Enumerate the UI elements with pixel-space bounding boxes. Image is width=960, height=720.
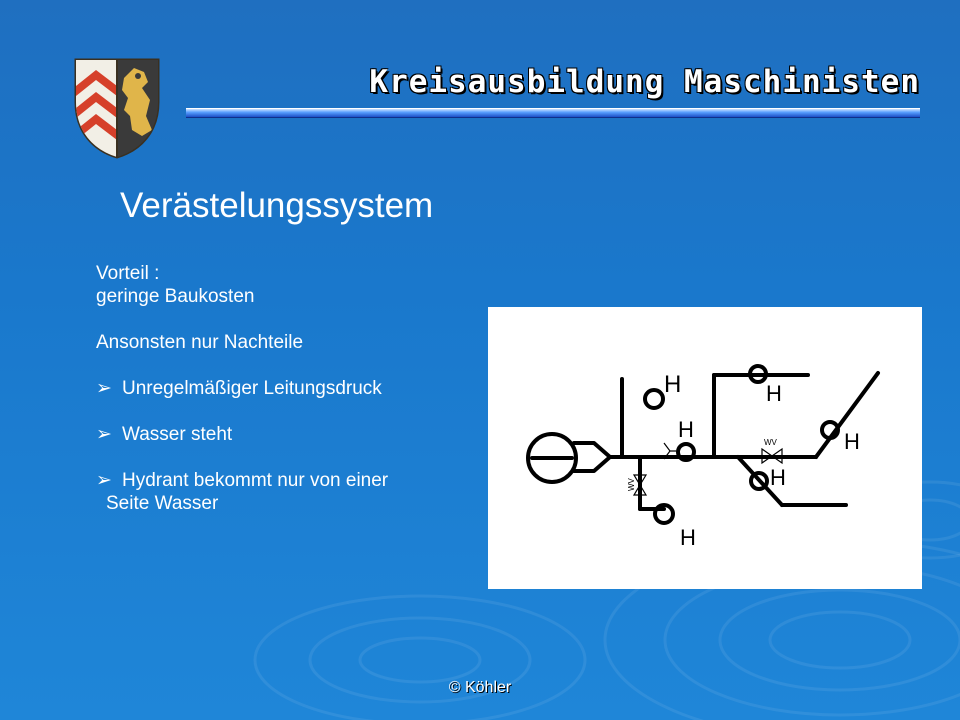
header-title: Kreisausbildung Maschinisten xyxy=(369,64,920,100)
branch-network-diagram xyxy=(488,307,922,589)
bullet-text: Seite Wasser xyxy=(106,493,219,514)
bullet-text: Unregelmäßiger Leitungsdruck xyxy=(122,378,382,399)
hydrant-label: H xyxy=(844,429,860,454)
hydrant-label: H xyxy=(680,525,696,550)
bullet-continuation xyxy=(96,492,476,515)
advantage-text: geringe Baukosten xyxy=(96,286,255,307)
pipe-network-svg xyxy=(488,307,922,589)
bullet-text: Wasser steht xyxy=(122,424,233,445)
spacer xyxy=(96,446,476,469)
bullet-text: Hydrant bekommt nur von einer xyxy=(122,470,389,491)
valve-label: WV xyxy=(627,478,636,491)
arrow-bullet-icon: ➢ xyxy=(96,470,112,491)
disadvantage-intro: Ansonsten nur Nachteile xyxy=(96,332,304,353)
spacer xyxy=(96,400,476,423)
hydrant-label: H xyxy=(766,381,782,406)
bullet-item xyxy=(96,377,476,400)
arrow-bullet-icon: ➢ xyxy=(96,378,112,399)
spacer xyxy=(96,308,476,331)
header-rule xyxy=(186,108,920,118)
footer-copyright: © Köhler xyxy=(448,679,512,696)
slide-title: Verästelungssystem xyxy=(120,186,434,225)
pump-outlet xyxy=(574,443,610,471)
arrow-bullet-icon: ➢ xyxy=(96,424,112,445)
coat-of-arms-icon xyxy=(72,56,162,160)
hydrant-icon xyxy=(645,390,663,408)
bullet-item xyxy=(96,469,476,492)
hydrant-label: H xyxy=(664,371,682,398)
advantage-label: Vorteil : xyxy=(96,263,160,284)
spacer xyxy=(96,354,476,377)
valve-label: WV xyxy=(764,438,777,447)
slide-content xyxy=(96,262,476,515)
hydrant-label: H xyxy=(678,417,694,442)
bullet-item xyxy=(96,423,476,446)
hydrant-label: H xyxy=(770,465,786,490)
